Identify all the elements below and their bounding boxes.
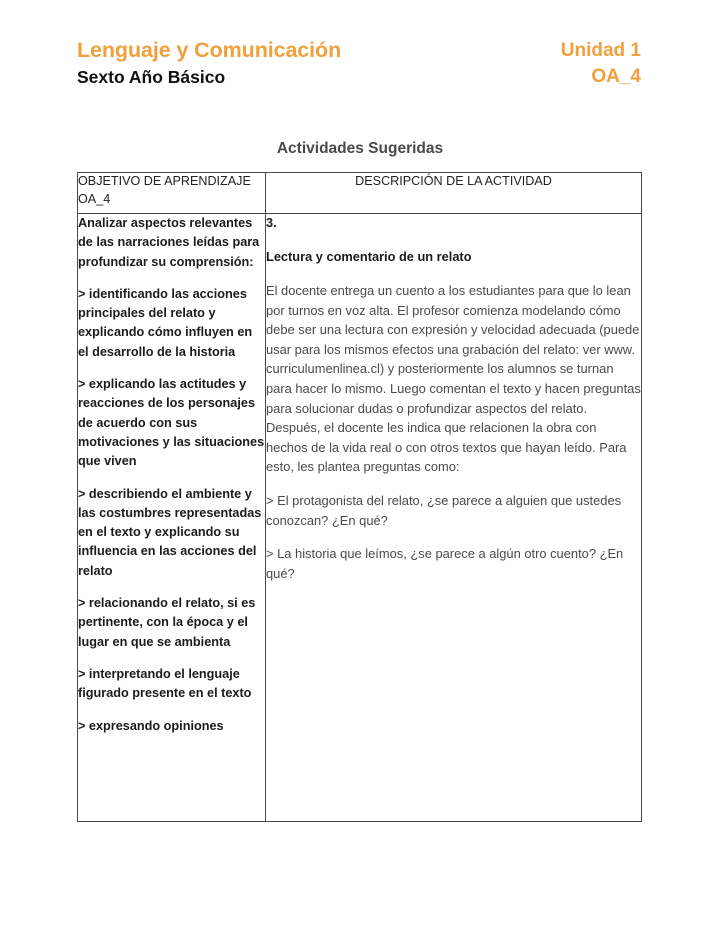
activity-body bbox=[266, 281, 641, 583]
table-header-row bbox=[78, 173, 642, 214]
header-left-group bbox=[77, 38, 341, 89]
section-heading: Actividades Sugeridas bbox=[276, 140, 444, 157]
activity-subtitle: Lectura y comentario de un relato bbox=[266, 249, 472, 264]
activity-number: 3. bbox=[266, 215, 277, 230]
objective-intro: Analizar aspectos relevantes de las narraciones leídas para profundizar su comprensión: bbox=[78, 216, 260, 269]
unit-label: Unidad 1 bbox=[560, 40, 641, 61]
objective-bullet-6: > expresando opiniones bbox=[78, 718, 224, 733]
objective-bullet-1: > identificando las acciones principales del relato y explicando cómo influyen en el desarrollo de la historia bbox=[78, 286, 253, 359]
oa-code-label: OA_4 bbox=[591, 66, 641, 87]
column-header-description: DESCRIPCIÓN DE LA ACTIVIDAD bbox=[266, 173, 642, 214]
objective-text-block bbox=[78, 214, 265, 736]
subject-title: Lenguaje y Comunicación bbox=[77, 38, 342, 62]
activities-table bbox=[77, 172, 642, 822]
table-row bbox=[78, 214, 642, 822]
objective-cell bbox=[78, 214, 266, 822]
column-header-objective: OBJETIVO DE APRENDIZAJE OA_4 bbox=[78, 173, 266, 214]
objective-bullet-4: > relacionando el relato, si es pertinente, con la época y el lugar en que se ambienta bbox=[78, 596, 256, 649]
activity-question-1: > El protagonista del relato, ¿se parece a alguien que ustedes conozcan? ¿En qué? bbox=[266, 492, 622, 528]
objective-bullet-3: > describiendo el ambiente y las costumbres representadas en el texto y explicando su influencia en las acciones del relato bbox=[78, 486, 262, 578]
objective-bullet-5: > interpretando el lenguaje figurado presente en el texto bbox=[78, 666, 252, 701]
objective-bullet-2: > explicando las actitudes y reacciones de los personajes de acuerdo con sus motivaciones y las situaciones que viven bbox=[78, 377, 265, 469]
activity-paragraph-1: El docente entrega un cuento a los estudiantes para que lo lean por turnos en voz alta. El profesor comienza modelando cómo debe ser una lectura con expresión y velocidad adecuada (puede usar para los mismos efectos una grabación del relato: ver www. curriculumenlinea.cl) y posteriormente los alumnos se turnan para hacer lo mismo. Luego comentan el texto y hacen preguntas para solucionar dudas o profundizar aspectos del relato. Después, el docente les indica que relacionen la obra con hechos de la vida real o con otros textos que hayan leído. Para esto, les plantea preguntas como: bbox=[266, 283, 641, 475]
description-cell bbox=[266, 214, 642, 822]
grade-title: Sexto Año Básico bbox=[77, 67, 226, 87]
header-right-group bbox=[561, 38, 641, 89]
document-header bbox=[77, 38, 641, 89]
activity-question-2: > La historia que leímos, ¿se parece a algún otro cuento? ¿En qué? bbox=[266, 546, 624, 581]
